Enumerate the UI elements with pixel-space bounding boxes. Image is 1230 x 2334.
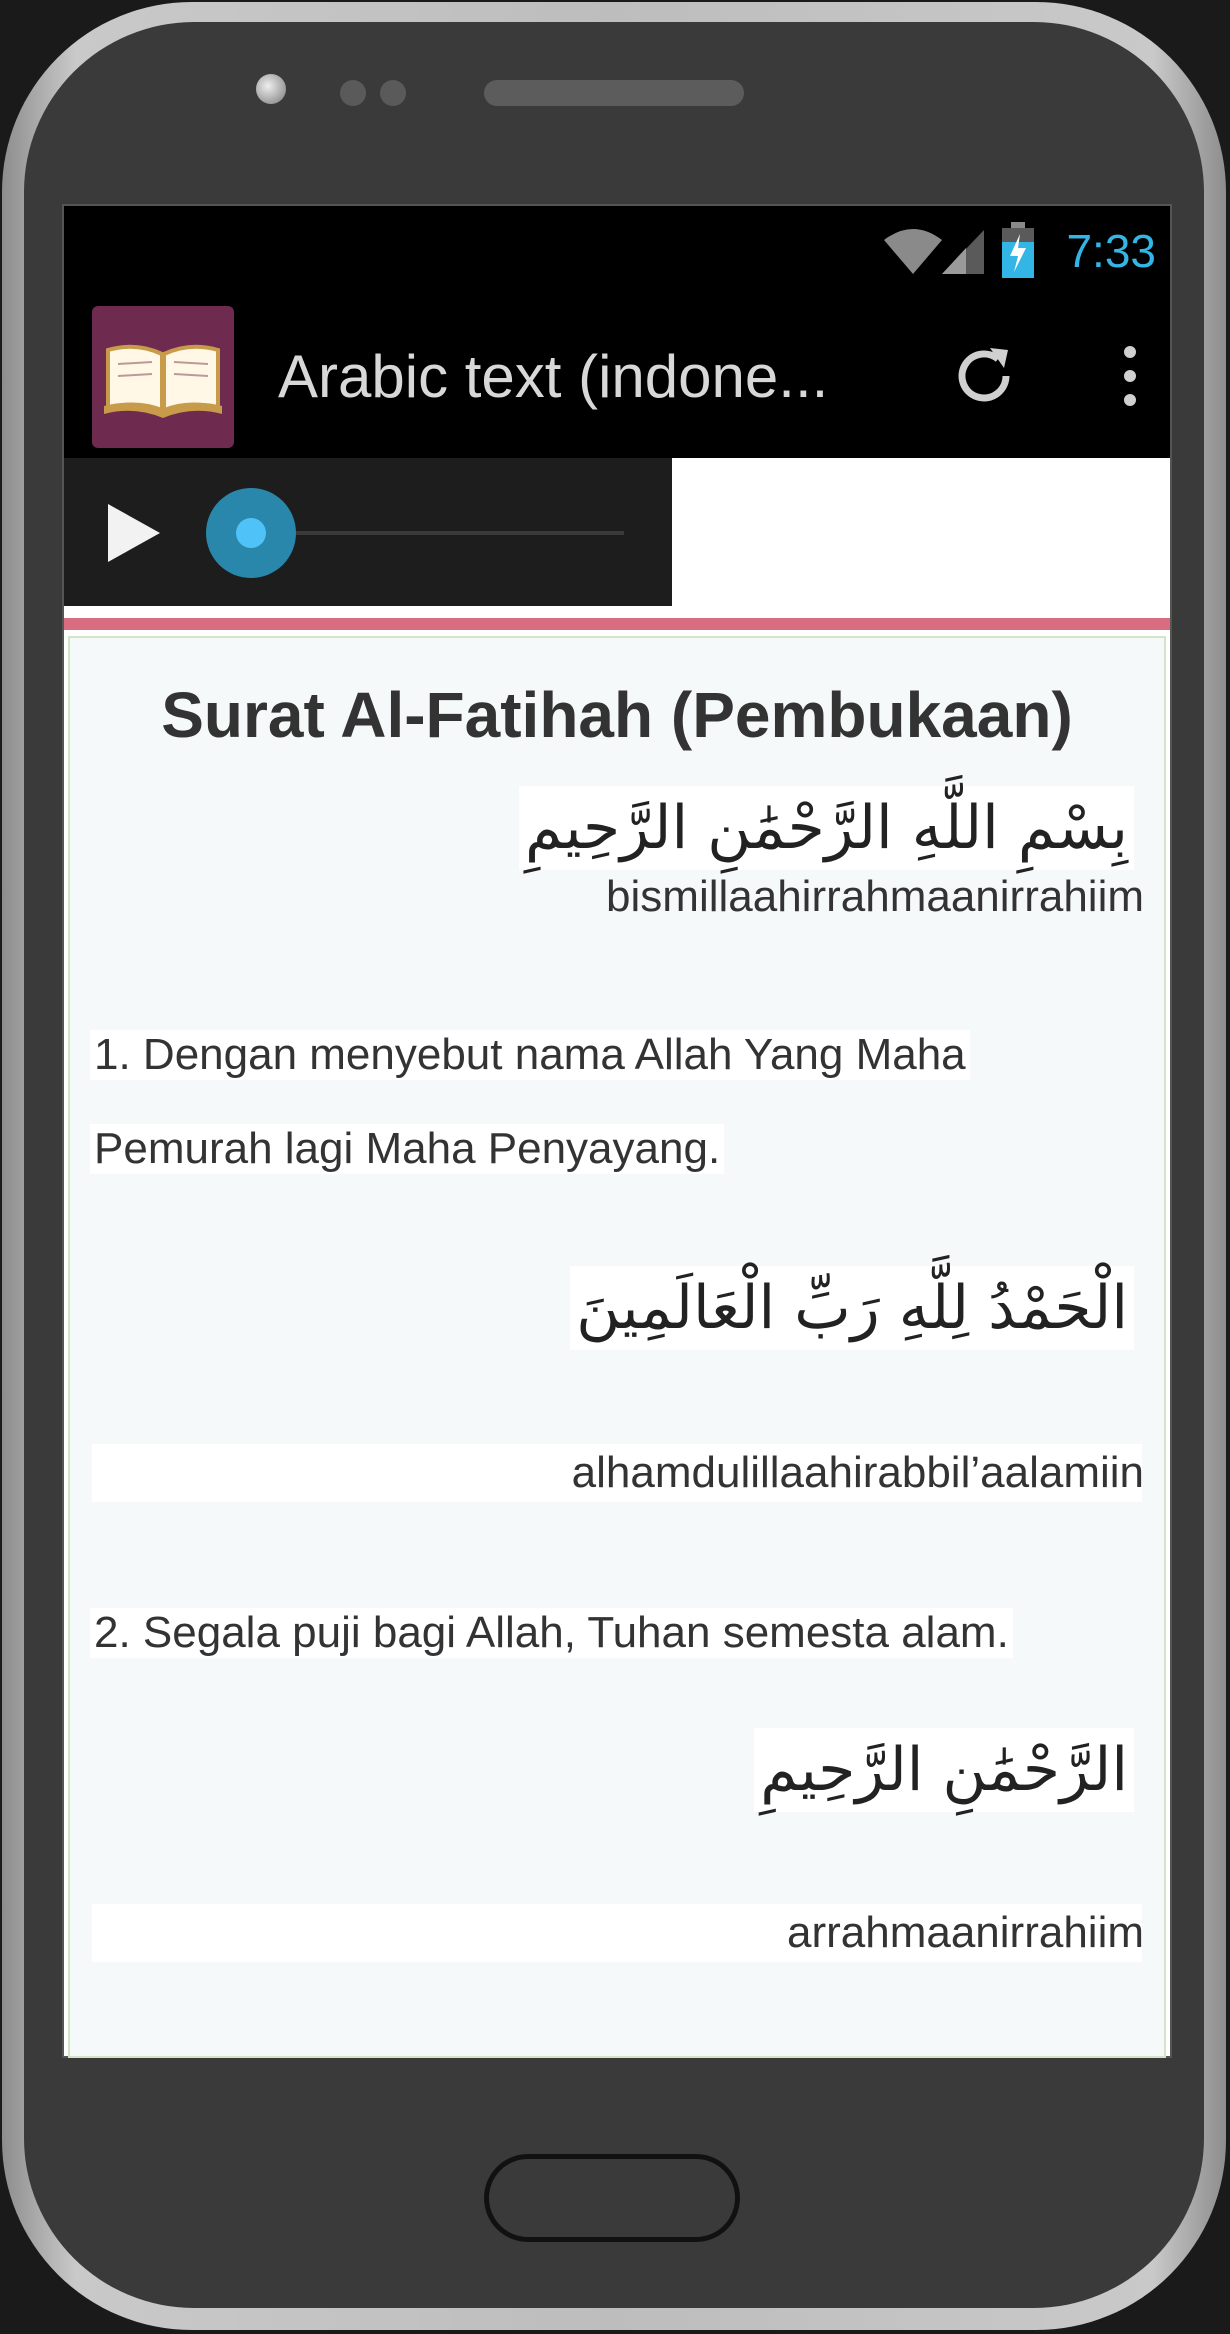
- signal-icon: [940, 226, 986, 276]
- screen: [62, 204, 1172, 2058]
- home-button[interactable]: [484, 2154, 740, 2242]
- verse-1-translation-line1: 1. Dengan menyebut nama Allah Yang Maha: [90, 1030, 970, 1080]
- sensor-dot: [380, 80, 406, 106]
- accent-divider: [64, 618, 1170, 630]
- surah-title: Surat Al-Fatihah (Pembukaan): [161, 679, 1073, 751]
- battery-icon: [1000, 220, 1036, 280]
- front-camera: [256, 74, 286, 104]
- overflow-menu-icon[interactable]: [1120, 338, 1140, 418]
- status-bar: [64, 206, 1170, 296]
- verse-3-arabic: الرَّحْمَٰنِ الرَّحِيمِ: [754, 1728, 1134, 1812]
- wifi-icon: [882, 224, 944, 276]
- play-icon[interactable]: [98, 498, 168, 568]
- verse-1-latin: bismillaahirrahmaanirrahiim: [606, 872, 1144, 921]
- seek-thumb-center: [236, 518, 266, 548]
- verse-3-latin: arrahmaanirrahiim: [786, 1908, 1144, 1957]
- content-area: [64, 630, 1170, 2056]
- audio-player: [64, 458, 672, 606]
- surah-panel[interactable]: [68, 636, 1166, 2058]
- verse-1-translation-line2: Pemurah lagi Maha Penyayang.: [90, 1124, 724, 1174]
- app-title: Arabic text (indone...: [278, 343, 829, 410]
- verse-2-translation-line1: 2. Segala puji bagi Allah, Tuhan semesta alam.: [90, 1608, 1013, 1658]
- sensor-dot: [340, 80, 366, 106]
- status-time: 7:33: [1066, 225, 1156, 277]
- verse-2-arabic: الْحَمْدُ لِلَّهِ رَبِّ الْعَالَمِينَ: [570, 1266, 1134, 1350]
- verse-2-latin: alhamdulillaahirabbil’aalamiin: [571, 1448, 1144, 1497]
- player-blank-area: [672, 458, 1170, 606]
- quran-book-icon[interactable]: [92, 306, 234, 448]
- refresh-icon[interactable]: [944, 336, 1024, 416]
- verse-1-arabic: بِسْمِ اللَّهِ الرَّحْمَٰنِ الرَّحِيمِ: [519, 786, 1134, 870]
- action-bar: [64, 296, 1170, 458]
- seek-track[interactable]: [254, 531, 624, 535]
- earpiece-speaker: [484, 80, 744, 106]
